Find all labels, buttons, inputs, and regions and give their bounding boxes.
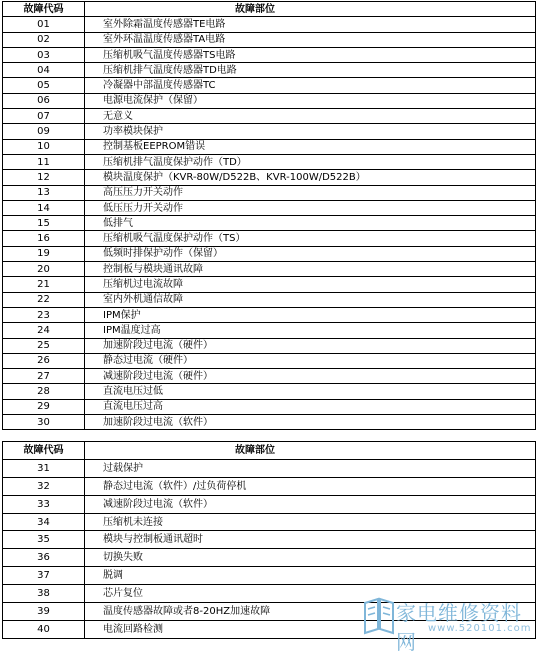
table-row [3, 277, 536, 292]
fault-code-cell: 13 [3, 185, 85, 200]
table-row [3, 216, 536, 231]
fault-location-cell: 静态过电流（软件）/过负荷停机 [85, 477, 536, 495]
table-header-row [3, 442, 536, 460]
fault-location-cell: 静态过电流（硬件） [85, 353, 536, 368]
fault-location-cell: 室外环温温度传感器TA电路 [85, 32, 536, 47]
fault-location-cell: 无意义 [85, 109, 536, 124]
table-row [3, 47, 536, 62]
fault-code-cell: 37 [3, 567, 85, 585]
table-row [3, 139, 536, 154]
fault-code-cell: 19 [3, 246, 85, 261]
fault-code-cell: 21 [3, 277, 85, 292]
table-row [3, 124, 536, 139]
fault-code-table-1 [2, 1, 536, 430]
table-row [3, 384, 536, 399]
fault-location-cell: 高压压力开关动作 [85, 185, 536, 200]
fault-location-cell: 温度传感器故障或者8-20HZ加速故障 [85, 603, 536, 621]
table-row [3, 369, 536, 384]
table-row [3, 531, 536, 549]
table-row [3, 93, 536, 108]
table-row [3, 78, 536, 93]
fault-location-cell: 低频时排保护动作（保留） [85, 246, 536, 261]
fault-code-cell: 05 [3, 78, 85, 93]
fault-location-cell: 压缩机吸气温度传感器TS电路 [85, 47, 536, 62]
fault-location-cell: 直流电压过高 [85, 399, 536, 414]
fault-code-cell: 39 [3, 603, 85, 621]
table-row [3, 495, 536, 513]
fault-code-cell: 36 [3, 549, 85, 567]
fault-code-cell: 24 [3, 323, 85, 338]
table-row [3, 154, 536, 169]
table-header-row [3, 2, 536, 17]
fault-location-cell: 过载保护 [85, 459, 536, 477]
table-row [3, 399, 536, 414]
table-row [3, 477, 536, 495]
fault-code-cell: 02 [3, 32, 85, 47]
fault-location-cell: 冷凝器中部温度传感器TC [85, 78, 536, 93]
fault-code-cell: 23 [3, 307, 85, 322]
table-row [3, 353, 536, 368]
fault-code-cell: 01 [3, 17, 85, 32]
fault-location-cell: 减速阶段过电流（硬件） [85, 369, 536, 384]
fault-code-cell: 12 [3, 170, 85, 185]
watermark [362, 593, 534, 654]
watermark-text: 家电维修资料网 [396, 601, 522, 654]
table-row [3, 185, 536, 200]
fault-code-cell: 10 [3, 139, 85, 154]
table-row [3, 109, 536, 124]
fault-location-cell: 加速阶段过电流（硬件） [85, 338, 536, 353]
fault-code-cell: 35 [3, 531, 85, 549]
table-row [3, 292, 536, 307]
fault-code-cell: 07 [3, 109, 85, 124]
fault-code-cell: 27 [3, 369, 85, 384]
fault-location-cell: 压缩机排气温度保护动作（TD） [85, 154, 536, 169]
fault-code-cell: 09 [3, 124, 85, 139]
fault-location-cell: 切换失败 [85, 549, 536, 567]
fault-code-cell: 04 [3, 63, 85, 78]
fault-code-cell: 03 [3, 47, 85, 62]
fault-location-cell: 模块与控制板通讯超时 [85, 531, 536, 549]
fault-code-cell: 22 [3, 292, 85, 307]
fault-location-cell: IPM温度过高 [85, 323, 536, 338]
fault-location-cell: 芯片复位 [85, 585, 536, 603]
fault-code-cell: 15 [3, 216, 85, 231]
fault-code-cell: 25 [3, 338, 85, 353]
fault-location-cell: 低排气 [85, 216, 536, 231]
fault-code-cell: 34 [3, 513, 85, 531]
fault-location-cell: 压缩机未连接 [85, 513, 536, 531]
fault-code-cell: 40 [3, 620, 85, 638]
header-location: 故障部位 [85, 2, 536, 17]
fault-code-cell: 16 [3, 231, 85, 246]
fault-location-cell: 模块温度保护（KVR-80W/D522B、KVR-100W/D522B） [85, 170, 536, 185]
fault-location-cell: IPM保护 [85, 307, 536, 322]
fault-code-cell: 28 [3, 384, 85, 399]
table-row [3, 549, 536, 567]
table-row [3, 262, 536, 277]
table-row [3, 246, 536, 261]
table-row [3, 338, 536, 353]
table-row [3, 415, 536, 430]
fault-location-cell: 压缩机过电流故障 [85, 277, 536, 292]
fault-location-cell: 加速阶段过电流（软件） [85, 415, 536, 430]
fault-location-cell: 电流回路检测 [85, 620, 536, 638]
fault-code-cell: 33 [3, 495, 85, 513]
table-row [3, 459, 536, 477]
fault-code-cell: 11 [3, 154, 85, 169]
fault-location-cell: 控制板与模块通讯故障 [85, 262, 536, 277]
fault-code-cell: 38 [3, 585, 85, 603]
fault-code-cell: 14 [3, 200, 85, 215]
fault-code-cell: 20 [3, 262, 85, 277]
table-row [3, 231, 536, 246]
fault-location-cell: 直流电压过低 [85, 384, 536, 399]
fault-code-cell: 29 [3, 399, 85, 414]
table-row [3, 200, 536, 215]
header-code: 故障代码 [3, 442, 85, 460]
fault-code-cell: 26 [3, 353, 85, 368]
fault-location-cell: 电源电流保护（保留） [85, 93, 536, 108]
fault-code-cell: 32 [3, 477, 85, 495]
table-row [3, 567, 536, 585]
table-row [3, 513, 536, 531]
table-row [3, 32, 536, 47]
fault-location-cell: 压缩机排气温度传感器TD电路 [85, 63, 536, 78]
fault-location-cell: 功率模块保护 [85, 124, 536, 139]
table-row [3, 307, 536, 322]
fault-code-cell: 31 [3, 459, 85, 477]
header-location: 故障部位 [85, 442, 536, 460]
header-code: 故障代码 [3, 2, 85, 17]
fault-location-cell: 脱调 [85, 567, 536, 585]
table-row [3, 323, 536, 338]
fault-code-cell: 30 [3, 415, 85, 430]
fault-code-cell: 06 [3, 93, 85, 108]
book-logo-icon [362, 595, 396, 635]
watermark-url: www.520101.com [428, 623, 532, 634]
fault-location-cell: 室内外机通信故障 [85, 292, 536, 307]
table-row [3, 17, 536, 32]
fault-location-cell: 控制基板EEPROM错误 [85, 139, 536, 154]
fault-location-cell: 压缩机吸气温度保护动作（TS） [85, 231, 536, 246]
table-row [3, 63, 536, 78]
table-row [3, 170, 536, 185]
fault-location-cell: 减速阶段过电流（软件） [85, 495, 536, 513]
fault-location-cell: 低压压力开关动作 [85, 200, 536, 215]
fault-location-cell: 室外除霜温度传感器TE电路 [85, 17, 536, 32]
